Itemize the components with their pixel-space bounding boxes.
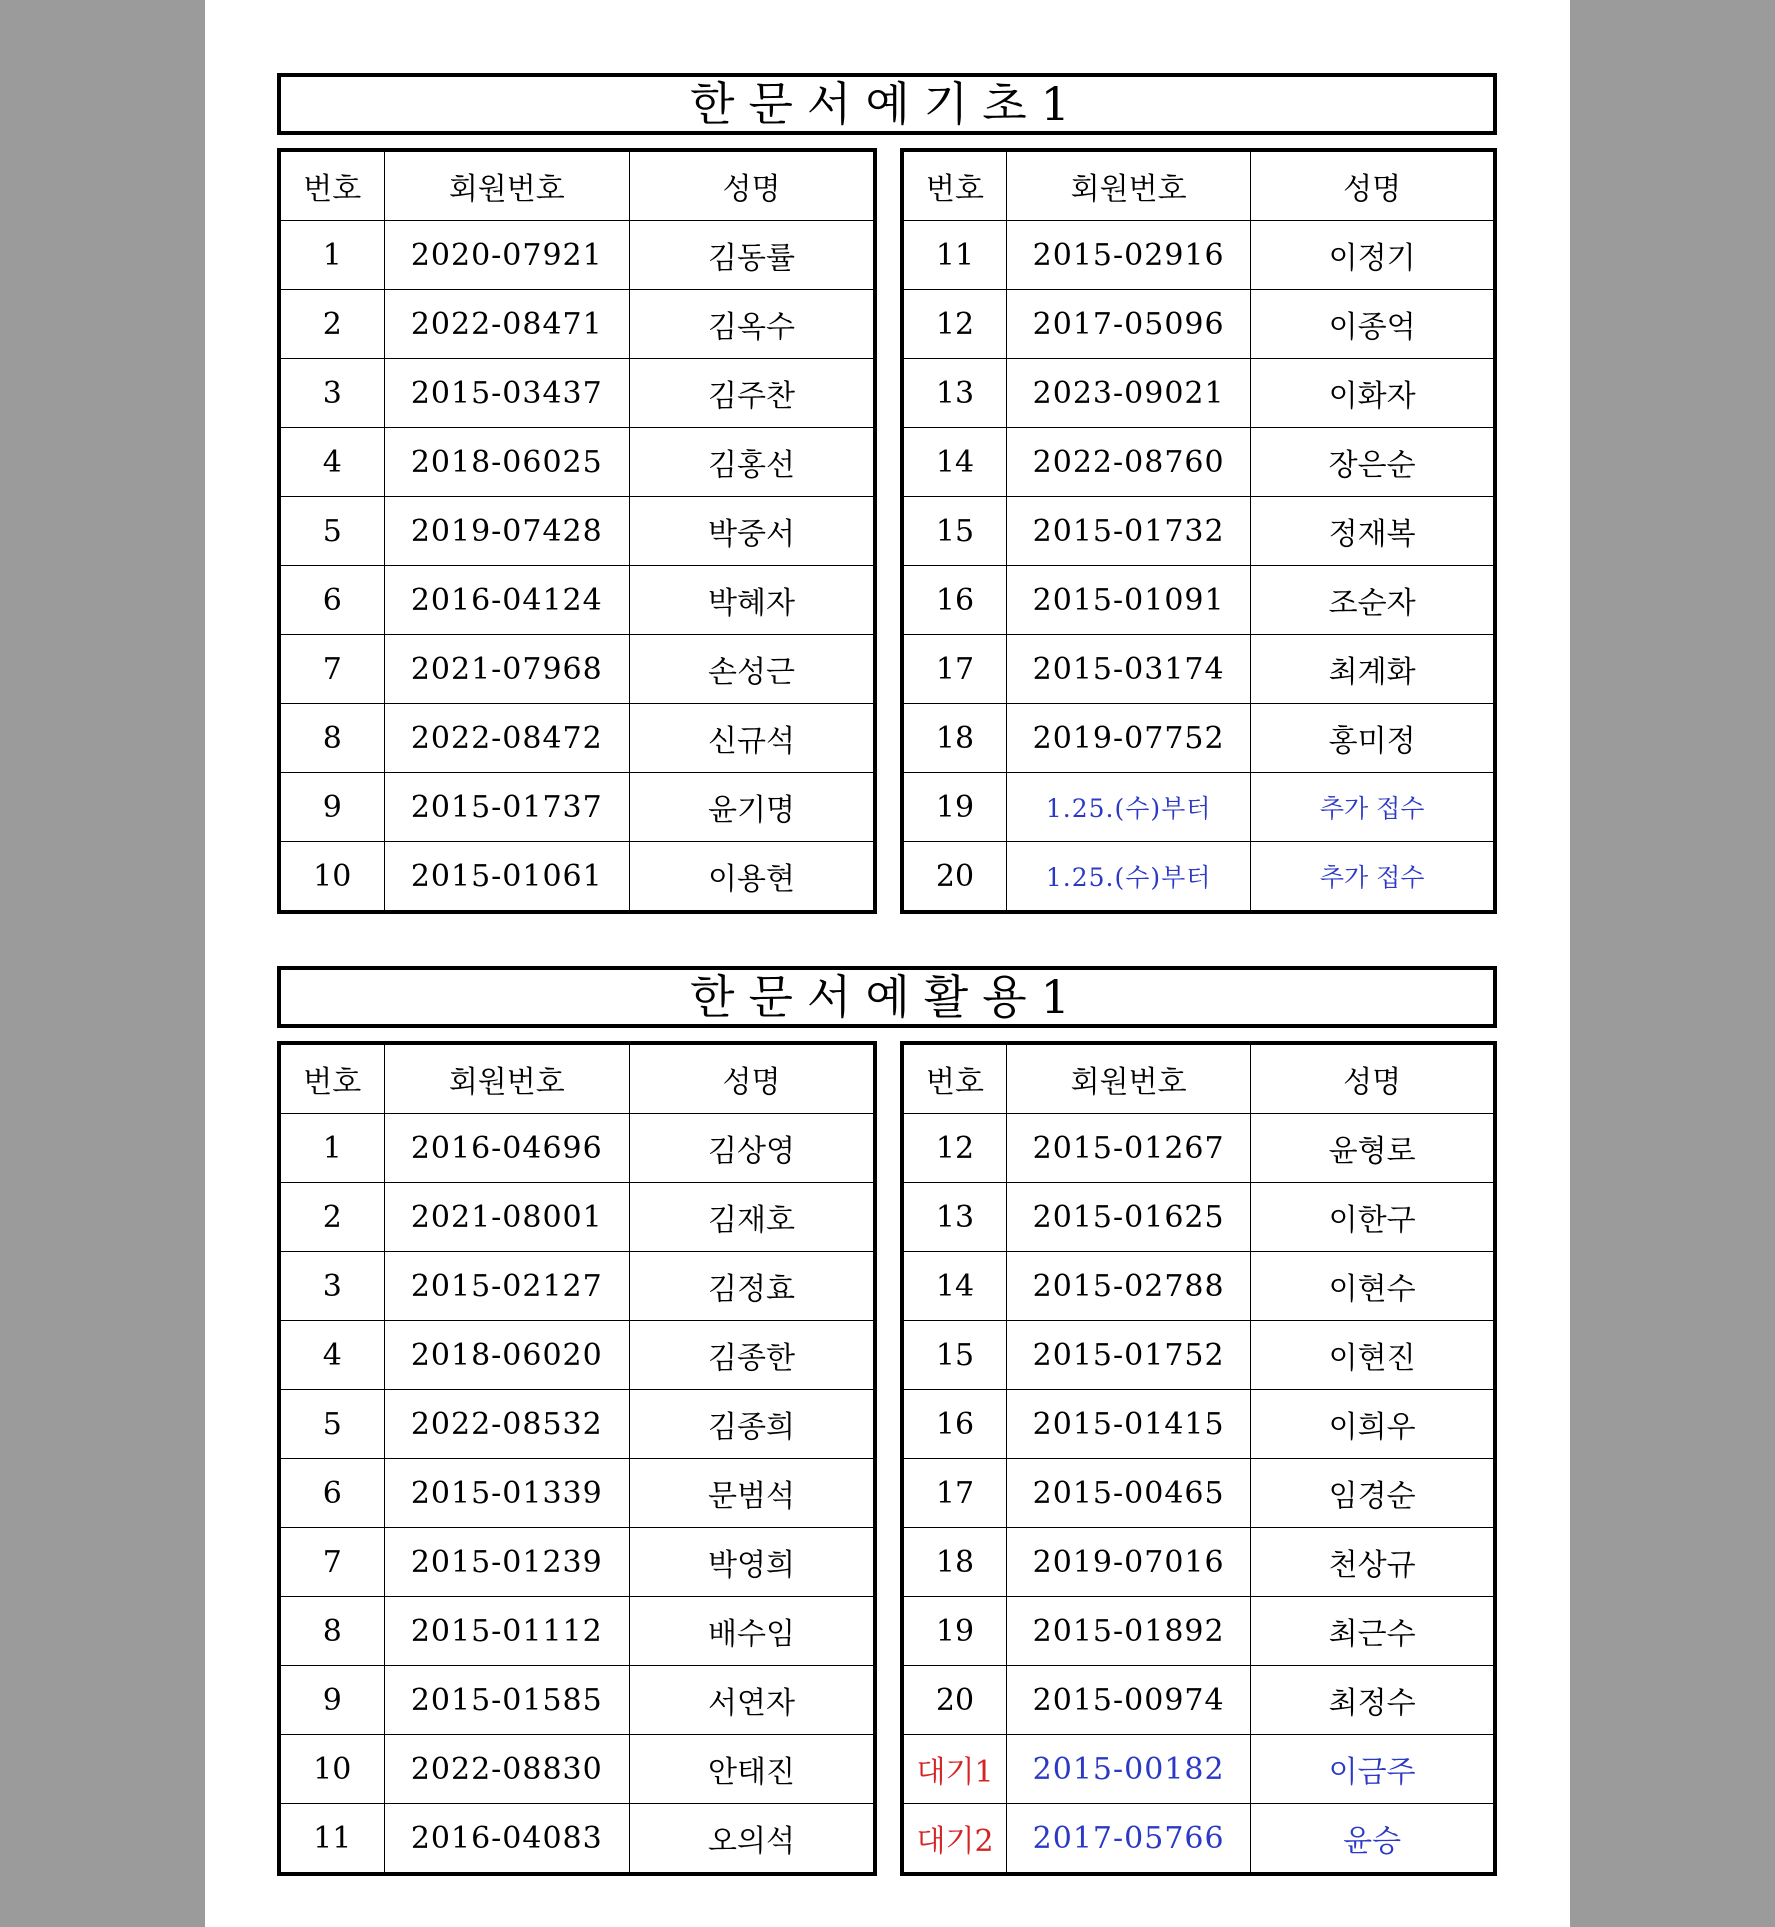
cell-number: 9: [279, 773, 384, 842]
roster-table-left: [277, 1041, 877, 1876]
cell-member-id: 2016-04696: [384, 1114, 629, 1183]
cell-member-id: 2015-00182: [1007, 1735, 1251, 1804]
table-row: [902, 359, 1495, 428]
cell-name: 이용현: [630, 842, 875, 913]
cell-member-id: 2015-01267: [1007, 1114, 1251, 1183]
header-name: 성명: [630, 1043, 875, 1114]
cell-name: 김정효: [630, 1252, 875, 1321]
section-hanmun-applied: [277, 966, 1497, 1866]
cell-number: 13: [902, 1183, 1007, 1252]
cell-member-id: 2015-02127: [384, 1252, 629, 1321]
cell-member-id: 2015-01752: [1007, 1321, 1251, 1390]
table-row: [279, 1252, 875, 1321]
table-row: [902, 1804, 1495, 1875]
cell-number: 4: [279, 1321, 384, 1390]
cell-name: 이희우: [1251, 1390, 1495, 1459]
table-header-row: [902, 150, 1495, 221]
cell-number: 19: [902, 1597, 1007, 1666]
cell-name: 서연자: [630, 1666, 875, 1735]
roster-table-right: [900, 1041, 1497, 1876]
cell-member-id: 2015-01061: [384, 842, 629, 913]
cell-member-id: 2021-08001: [384, 1183, 629, 1252]
cell-name: 김재호: [630, 1183, 875, 1252]
header-member-id: 회원번호: [1007, 1043, 1251, 1114]
cell-name: 이현진: [1251, 1321, 1495, 1390]
cell-member-id: 2015-01585: [384, 1666, 629, 1735]
cell-name: 이화자: [1251, 359, 1495, 428]
cell-member-id: 2019-07428: [384, 497, 629, 566]
cell-member-id: 2017-05766: [1007, 1804, 1251, 1875]
header-member-id: 회원번호: [384, 150, 629, 221]
section-title: 한문서예기초1: [277, 73, 1497, 135]
cell-member-id: 2018-06025: [384, 428, 629, 497]
cell-name: 김옥수: [630, 290, 875, 359]
cell-number: 3: [279, 359, 384, 428]
table-row: [902, 1666, 1495, 1735]
cell-number: 7: [279, 1528, 384, 1597]
cell-member-id: 2022-08471: [384, 290, 629, 359]
roster-table-left: [277, 148, 877, 914]
cell-member-id: 2016-04124: [384, 566, 629, 635]
cell-member-id: 2021-07968: [384, 635, 629, 704]
table-row: [279, 1390, 875, 1459]
table-row: [902, 1252, 1495, 1321]
cell-name: 신규석: [630, 704, 875, 773]
cell-number: 2: [279, 290, 384, 359]
cell-number: 6: [279, 566, 384, 635]
cell-member-id: 2020-07921: [384, 221, 629, 290]
cell-member-id: 2015-03174: [1007, 635, 1251, 704]
cell-number: 18: [902, 1528, 1007, 1597]
cell-number: 19: [902, 773, 1007, 842]
table-header-row: [902, 1043, 1495, 1114]
table-row: [902, 1321, 1495, 1390]
cell-name: 박영희: [630, 1528, 875, 1597]
cell-name: 이종억: [1251, 290, 1495, 359]
cell-member-id: 2019-07016: [1007, 1528, 1251, 1597]
table-row: [279, 497, 875, 566]
cell-member-id: 2015-01732: [1007, 497, 1251, 566]
header-member-id: 회원번호: [1007, 150, 1251, 221]
table-row: [902, 566, 1495, 635]
cell-name: 김종희: [630, 1390, 875, 1459]
cell-name: 문범석: [630, 1459, 875, 1528]
table-row: [902, 221, 1495, 290]
cell-number: 13: [902, 359, 1007, 428]
cell-number: 15: [902, 1321, 1007, 1390]
cell-number: 11: [902, 221, 1007, 290]
cell-name: 최근수: [1251, 1597, 1495, 1666]
table-header-row: [279, 150, 875, 221]
table-row: [279, 1114, 875, 1183]
section-hanmun-basic: [277, 73, 1497, 908]
header-no: 번호: [902, 150, 1007, 221]
cell-name: 오의석: [630, 1804, 875, 1875]
cell-member-id: 2015-03437: [384, 359, 629, 428]
cell-name: 조순자: [1251, 566, 1495, 635]
cell-number: 14: [902, 1252, 1007, 1321]
table-row: [279, 566, 875, 635]
cell-number: 16: [902, 566, 1007, 635]
cell-member-id: 2022-08760: [1007, 428, 1251, 497]
cell-number: 8: [279, 1597, 384, 1666]
cell-name: 김동률: [630, 221, 875, 290]
cell-member-id: 2015-00974: [1007, 1666, 1251, 1735]
table-header-row: [279, 1043, 875, 1114]
table-row: [902, 635, 1495, 704]
cell-member-id: 2015-01339: [384, 1459, 629, 1528]
header-member-id: 회원번호: [384, 1043, 629, 1114]
cell-number: 1: [279, 221, 384, 290]
cell-number: 대기2: [902, 1804, 1007, 1875]
table-row: [902, 1183, 1495, 1252]
table-row: [902, 1114, 1495, 1183]
cell-name: 박혜자: [630, 566, 875, 635]
cell-name: 이정기: [1251, 221, 1495, 290]
table-row: [279, 428, 875, 497]
table-row: [279, 704, 875, 773]
table-row: [902, 428, 1495, 497]
table-row: [902, 773, 1495, 842]
table-row: [279, 1528, 875, 1597]
cell-member-id: 2018-06020: [384, 1321, 629, 1390]
cell-name: 최정수: [1251, 1666, 1495, 1735]
cell-number: 16: [902, 1390, 1007, 1459]
cell-number: 14: [902, 428, 1007, 497]
table-row: [902, 704, 1495, 773]
table-row: [902, 1459, 1495, 1528]
cell-number: 20: [902, 1666, 1007, 1735]
cell-name: 최계화: [1251, 635, 1495, 704]
cell-name: 김상영: [630, 1114, 875, 1183]
cell-number: 20: [902, 842, 1007, 913]
table-row: [279, 1459, 875, 1528]
roster-table-right: [900, 148, 1497, 914]
cell-name: 윤승: [1251, 1804, 1495, 1875]
cell-member-id: 2022-08830: [384, 1735, 629, 1804]
cell-member-id: 2015-01112: [384, 1597, 629, 1666]
cell-number: 4: [279, 428, 384, 497]
cell-member-id: 2015-02916: [1007, 221, 1251, 290]
cell-member-id: 2015-02788: [1007, 1252, 1251, 1321]
header-no: 번호: [279, 1043, 384, 1114]
table-row: [902, 1390, 1495, 1459]
table-row: [902, 1528, 1495, 1597]
cell-number: 17: [902, 635, 1007, 704]
cell-name: 김주찬: [630, 359, 875, 428]
table-row: [902, 1597, 1495, 1666]
cell-number: 18: [902, 704, 1007, 773]
table-row: [279, 842, 875, 913]
table-row: [279, 1183, 875, 1252]
table-row: [279, 773, 875, 842]
cell-name: 임경순: [1251, 1459, 1495, 1528]
cell-name: 이금주: [1251, 1735, 1495, 1804]
cell-member-id: 2023-09021: [1007, 359, 1251, 428]
cell-number: 5: [279, 497, 384, 566]
cell-name: 천상규: [1251, 1528, 1495, 1597]
cell-member-id: 2015-00465: [1007, 1459, 1251, 1528]
cell-number: 17: [902, 1459, 1007, 1528]
cell-member-id: 2019-07752: [1007, 704, 1251, 773]
header-name: 성명: [1251, 1043, 1495, 1114]
cell-number: 3: [279, 1252, 384, 1321]
cell-number: 대기1: [902, 1735, 1007, 1804]
table-row: [279, 359, 875, 428]
cell-number: 10: [279, 1735, 384, 1804]
cell-name: 배수임: [630, 1597, 875, 1666]
cell-number: 9: [279, 1666, 384, 1735]
cell-number: 7: [279, 635, 384, 704]
cell-number: 10: [279, 842, 384, 913]
cell-number: 2: [279, 1183, 384, 1252]
cell-name: 안태진: [630, 1735, 875, 1804]
cell-name: 손성근: [630, 635, 875, 704]
table-row: [279, 221, 875, 290]
cell-member-id: 2015-01892: [1007, 1597, 1251, 1666]
cell-name: 정재복: [1251, 497, 1495, 566]
cell-member-id: 2015-01625: [1007, 1183, 1251, 1252]
cell-member-id: 2015-01091: [1007, 566, 1251, 635]
table-row: [279, 1666, 875, 1735]
cell-name: 윤형로: [1251, 1114, 1495, 1183]
header-name: 성명: [1251, 150, 1495, 221]
header-no: 번호: [902, 1043, 1007, 1114]
cell-name: 이한구: [1251, 1183, 1495, 1252]
cell-name: 박중서: [630, 497, 875, 566]
cell-member-id: 2015-01239: [384, 1528, 629, 1597]
cell-name: 김종한: [630, 1321, 875, 1390]
cell-number: 15: [902, 497, 1007, 566]
cell-name: 김홍선: [630, 428, 875, 497]
cell-number: 12: [902, 290, 1007, 359]
table-row: [902, 497, 1495, 566]
table-row: [279, 1804, 875, 1875]
header-name: 성명: [630, 150, 875, 221]
cell-name: 홍미정: [1251, 704, 1495, 773]
table-row: [902, 1735, 1495, 1804]
cell-member-id: 2015-01415: [1007, 1390, 1251, 1459]
cell-number: 11: [279, 1804, 384, 1875]
cell-member-id: 2016-04083: [384, 1804, 629, 1875]
cell-name: 추가 접수: [1251, 842, 1495, 913]
cell-name: 윤기명: [630, 773, 875, 842]
cell-number: 12: [902, 1114, 1007, 1183]
cell-name: 이현수: [1251, 1252, 1495, 1321]
cell-name: 장은순: [1251, 428, 1495, 497]
cell-member-id: 2022-08532: [384, 1390, 629, 1459]
cell-member-id: 1.25.(수)부터: [1007, 773, 1251, 842]
cell-member-id: 2015-01737: [384, 773, 629, 842]
cell-number: 6: [279, 1459, 384, 1528]
table-row: [279, 635, 875, 704]
cell-name: 추가 접수: [1251, 773, 1495, 842]
cell-member-id: 1.25.(수)부터: [1007, 842, 1251, 913]
cell-member-id: 2022-08472: [384, 704, 629, 773]
table-row: [902, 290, 1495, 359]
section-title: 한문서예활용1: [277, 966, 1497, 1028]
cell-member-id: 2017-05096: [1007, 290, 1251, 359]
table-row: [279, 1735, 875, 1804]
cell-number: 5: [279, 1390, 384, 1459]
cell-number: 8: [279, 704, 384, 773]
header-no: 번호: [279, 150, 384, 221]
table-row: [902, 842, 1495, 913]
table-row: [279, 1597, 875, 1666]
table-row: [279, 290, 875, 359]
cell-number: 1: [279, 1114, 384, 1183]
document-page: [205, 0, 1570, 1927]
table-row: [279, 1321, 875, 1390]
